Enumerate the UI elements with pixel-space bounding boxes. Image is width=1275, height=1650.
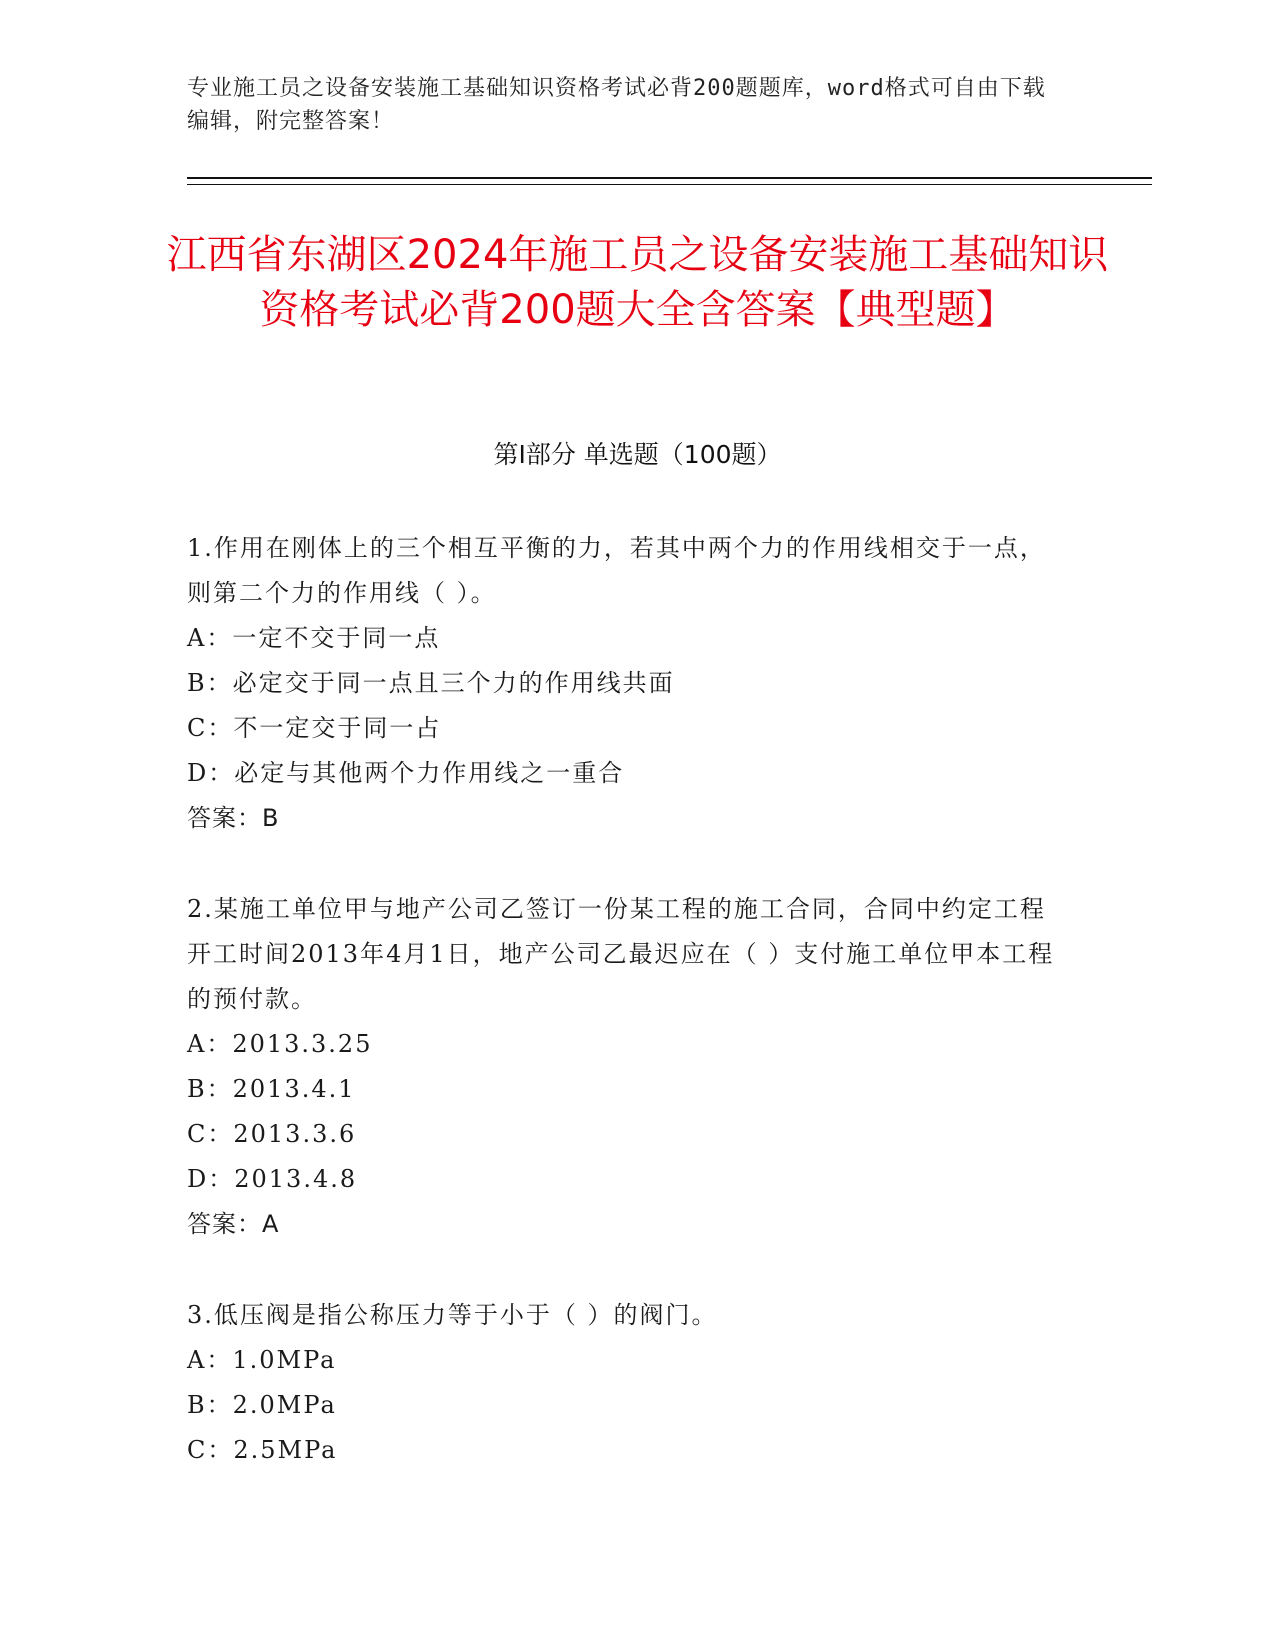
option-b: B：2.0MPa (187, 1391, 337, 1419)
answer-line: 答案：B (187, 804, 280, 832)
question-list (187, 526, 1067, 1519)
question-item (187, 1293, 1067, 1473)
header-note: 专业施工员之设备安装施工基础知识资格考试必背200题题库，word格式可自由下载编辑，附完整答案！ (187, 76, 1046, 134)
document-title: 江西省东湖区2024年施工员之设备安装施工基础知识资格考试必背200题大全含答案【典型题】 (166, 232, 1109, 333)
option-a: A：一定不交于同一点 (187, 624, 441, 652)
option-a: A：2013.3.25 (187, 1030, 373, 1058)
header-divider-thin (187, 184, 1152, 185)
section-heading: 第I部分 单选题（100题） (493, 440, 782, 469)
option-a: A：1.0MPa (187, 1346, 337, 1374)
question-stem: 2.某施工单位甲与地产公司乙签订一份某工程的施工合同，合同中约定工程开工时间2013年4月1日，地产公司乙最迟应在（ ）支付施工单位甲本工程的预付款。 (187, 895, 1055, 1013)
option-c: C：2.5MPa (187, 1436, 338, 1464)
option-d: D：2013.4.8 (187, 1165, 358, 1193)
answer-line: 答案：A (187, 1210, 280, 1238)
question-item (187, 887, 1067, 1247)
option-b: B：必定交于同一点且三个力的作用线共面 (187, 669, 675, 697)
option-c: C：不一定交于同一占 (187, 714, 442, 742)
option-c: C：2013.3.6 (187, 1120, 357, 1148)
option-d: D：必定与其他两个力作用线之一重合 (187, 759, 625, 787)
header-divider-thick (187, 177, 1152, 179)
question-stem: 1.作用在刚体上的三个相互平衡的力，若其中两个力的作用线相交于一点，则第二个力的作用线（ ）。 (187, 534, 1046, 607)
question-item (187, 526, 1067, 841)
option-b: B：2013.4.1 (187, 1075, 356, 1103)
question-stem: 3.低压阀是指公称压力等于小于（ ）的阀门。 (187, 1301, 718, 1329)
